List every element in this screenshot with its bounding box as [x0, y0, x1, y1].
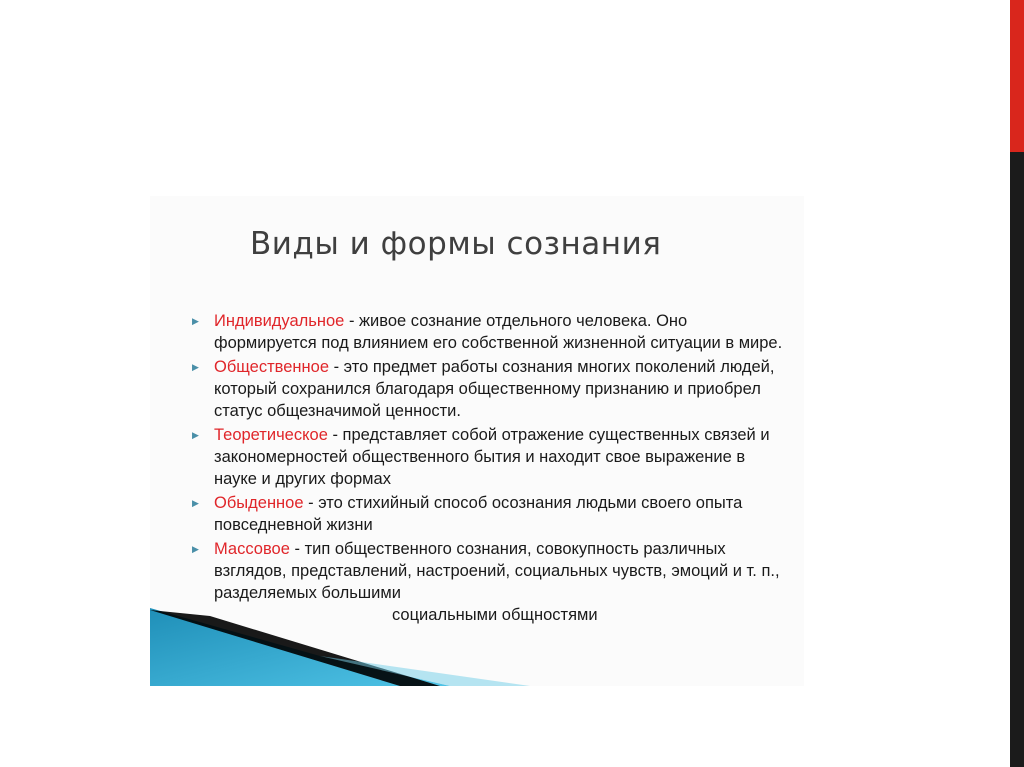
slide-title: Виды и формы сознания — [250, 226, 662, 262]
triangle-right-icon: ▶ — [192, 544, 199, 554]
item-text: - живое сознание отдельного человека. Оно формируется под влиянием его собственной жизненной ситуации в мире. — [214, 312, 783, 352]
item-text: - это стихийный способ осознания людьми своего опыта повседневной жизни — [214, 494, 743, 534]
slide-image — [150, 196, 804, 686]
item-term: Общественное — [214, 358, 329, 376]
triangle-right-icon: ▶ — [192, 498, 199, 508]
item-term: Индивидуальное — [214, 312, 345, 330]
list-item — [190, 424, 790, 490]
triangle-right-icon: ▶ — [192, 362, 199, 372]
item-text-last-line: социальными общностями — [392, 606, 598, 624]
item-text: - представляет собой отражение существенных связей и закономерностей общественного бытия и находит свое выражение в науке и других формах — [214, 426, 770, 488]
triangle-right-icon: ▶ — [192, 430, 199, 440]
item-term: Обыденное — [214, 494, 304, 512]
item-text: - это предмет работы сознания многих поколений людей, который сохранился благодаря общественному признанию и приобрел статус общезначимой ценности. — [214, 358, 775, 420]
triangle-right-icon: ▶ — [192, 316, 199, 326]
side-accent-bar-red — [1010, 0, 1024, 152]
list-item — [190, 310, 790, 354]
list-item — [190, 538, 790, 626]
item-text: - тип общественного сознания, совокупность различных взглядов, представлений, настроений, социальных чувств, эмоций и т. п., разделяемых большими — [214, 540, 780, 602]
item-term: Массовое — [214, 540, 290, 558]
forms-list — [190, 310, 790, 628]
list-item — [190, 356, 790, 422]
list-item — [190, 492, 790, 536]
item-term: Теоретическое — [214, 426, 328, 444]
